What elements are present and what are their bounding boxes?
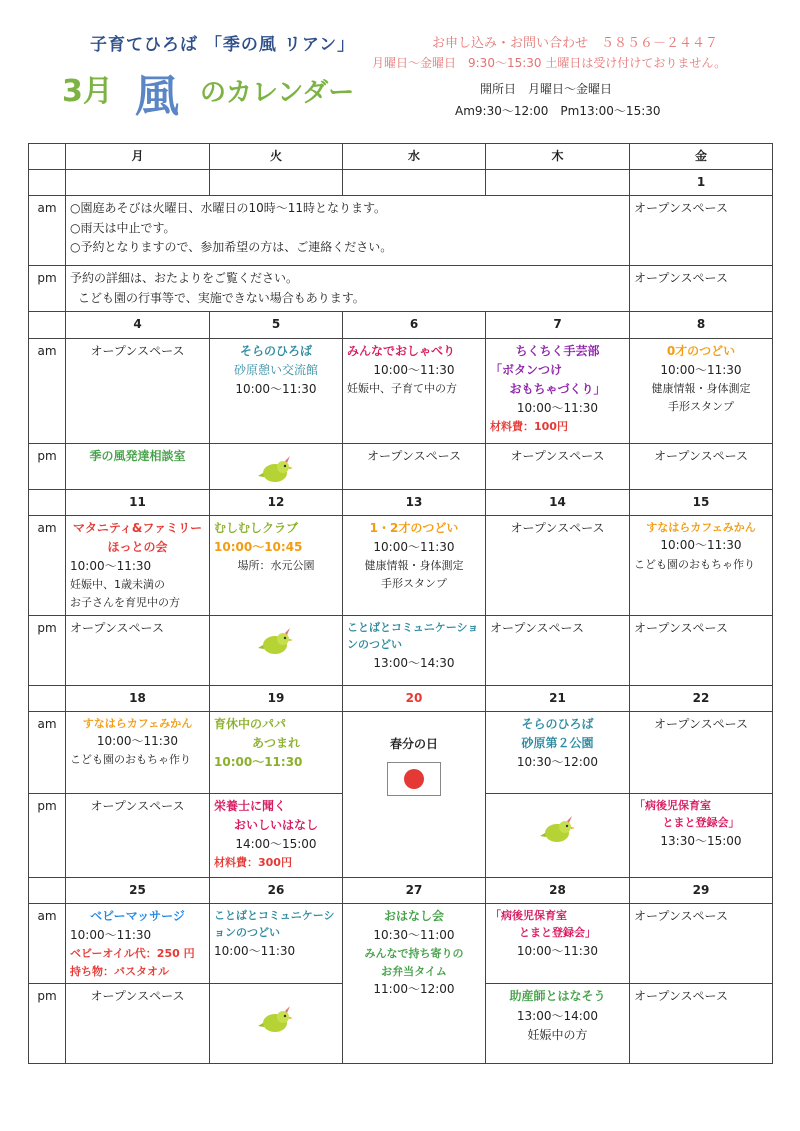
event-cell: オープンスペース: [66, 615, 210, 685]
weekday-header-row: [29, 144, 773, 170]
weekday-wed: 水: [343, 144, 486, 170]
event-cell: 助産師とはなそう 13:00～14:00 妊娠中の方: [486, 984, 630, 1064]
bird-icon: [257, 455, 295, 485]
event-cell: オープンスペース: [486, 443, 630, 489]
open-days: 開所日 月曜日～金曜日: [480, 82, 613, 96]
date-row: 18 19 20 21 22: [29, 685, 773, 711]
am-label: am: [29, 196, 66, 266]
event-cell: みんなでおしゃべり 10:00～11:30 妊娠中、子育て中の方: [343, 338, 486, 443]
event-cell: そらのひろば 砂原第２公園 10:30～12:00: [486, 711, 630, 793]
event-cell: ちくちく手芸部 「ボタンつけ おもちゃづくり」 10:00～11:30 材料費：100円: [486, 338, 630, 443]
holiday-cell: 春分の日: [343, 711, 486, 877]
bird-cell: [210, 443, 343, 489]
kaze-kanji: 風: [135, 71, 179, 122]
event-cell: そらのひろば 砂原憩い交流館 10:00～11:30: [210, 338, 343, 443]
event-cell: ことばとコミュニケーションのつどい 13:00～14:30: [343, 615, 486, 685]
event-cell: 0才のつどい 10:00～11:30 健康情報・身体測定 手形スタンプ: [630, 338, 773, 443]
event-cell: マタニティ&ファミリー ほっとの会 10:00～11:30 妊娠中、1歳未満の お子さんを育児中の方: [66, 515, 210, 615]
holiday-date: 20: [343, 685, 486, 711]
bird-icon: [539, 815, 577, 845]
event-cell: すなはらカフェみかん 10:00～11:30 こども園のおもちゃ作り: [66, 711, 210, 793]
date-cell: 1: [630, 170, 773, 196]
pm-label: pm: [29, 266, 66, 312]
event-cell: 季の風発達相談室: [66, 443, 210, 489]
am-row: am ベビーマッサージ 10:00～11:30 ベビーオイル代：250 円 持ち物：バスタオル ことばとコミュニケーションのつどい 10:00～11:30 おはなし会 10:30～11:00 みんなで持ち寄りの お弁当タイム 11:00～12:00 「病後児保育室 とまと登録会」 10:00～11:30 オープンスペース: [29, 903, 773, 984]
event-cell: オープンスペース: [630, 266, 773, 312]
event-cell: 「病後児保育室 とまと登録会」 13:30～15:00: [630, 793, 773, 877]
event-cell: おはなし会 10:30～11:00 みんなで持ち寄りの お弁当タイム 11:00～12:00: [343, 903, 486, 1064]
date-row: 4 5 6 7 8: [29, 312, 773, 338]
pm-row: pm オープンスペース 助産師とはなそう 13:00～14:00 妊娠中の方 オープンスペース: [29, 984, 773, 1064]
event-cell: オープンスペース: [66, 338, 210, 443]
bird-icon: [257, 627, 295, 657]
event-cell: オープンスペース: [630, 196, 773, 266]
date-row: 25 26 27 28 29: [29, 877, 773, 903]
event-cell: オープンスペース: [630, 615, 773, 685]
pm-row: pm オープンスペース 栄養士に聞く おいしいはなし 14:00～15:00 材料費：300円 「病後児保育室 とまと登録会」 13:30～15:00: [29, 793, 773, 877]
calendar-table: [28, 143, 773, 1064]
event-cell: 栄養士に聞く おいしいはなし 14:00～15:00 材料費：300円: [210, 793, 343, 877]
weekday-thu: 木: [486, 144, 630, 170]
event-cell: オープンスペース: [630, 443, 773, 489]
calendar-title: のカレンダー: [200, 78, 355, 108]
event-cell: オープンスペース: [343, 443, 486, 489]
date-row: [29, 170, 773, 196]
center-name: 子育てひろば 「季の風 リアン」: [90, 35, 356, 55]
event-cell: ベビーマッサージ 10:00～11:30 ベビーオイル代：250 円 持ち物：バスタオル: [66, 903, 210, 984]
bird-cell: [210, 615, 343, 685]
am-row: am オープンスペース そらのひろば 砂原憩い交流館 10:00～11:30 みんなでおしゃべり 10:00～11:30 妊娠中、子育て中の方 ちくちく手芸部 「ボタンつけ おもちゃづくり」 10:00～11:30 材料費：100円 0才のつどい 10:00～11:30 健康情報・身体測定 手形スタンプ: [29, 338, 773, 443]
weekday-mon: 月: [66, 144, 210, 170]
event-cell: すなはらカフェみかん 10:00～11:30 こども園のおもちゃ作り: [630, 515, 773, 615]
date-row: 11 12 13 14 15: [29, 489, 773, 515]
event-cell: ことばとコミュニケーションのつどい 10:00～11:30: [210, 903, 343, 984]
event-cell: オープンスペース: [630, 711, 773, 793]
event-cell: 1・2才のつどい 10:00～11:30 健康情報・身体測定 手形スタンプ: [343, 515, 486, 615]
event-cell: オープンスペース: [486, 515, 630, 615]
am-row: am すなはらカフェみかん 10:00～11:30 こども園のおもちゃ作り 育休中のパパ あつまれ 10:00～11:30 春分の日 そらのひろば 砂原第２公園 10:30～12:00 オープンスペース: [29, 711, 773, 793]
event-cell: 育休中のパパ あつまれ 10:00～11:30: [210, 711, 343, 793]
event-cell: オープンスペース: [66, 793, 210, 877]
am-row: [29, 196, 773, 266]
pm-row: pm オープンスペース ことばとコミュニケーションのつどい 13:00～14:30 オープンスペース オープンスペース: [29, 615, 773, 685]
japan-flag-icon: [387, 762, 441, 796]
pm-row: [29, 266, 773, 312]
bird-icon: [257, 1005, 295, 1035]
pm-row: pm 季の風発達相談室 オープンスペース オープンスペース オープンスペース: [29, 443, 773, 489]
notice-cell: 予約の詳細は、おたよりをご覧ください。 こども園の行事等で、実施できない場合もあります。: [66, 266, 630, 312]
month-label: 3月: [62, 74, 113, 109]
notice-cell: ○園庭あそびは火曜日、水曜日の10時～11時となります。 ○雨天は中止です。 ○予約となりますので、参加希望の方は、ご連絡ください。: [66, 196, 630, 266]
event-cell: オープンスペース: [630, 903, 773, 984]
event-cell: 「病後児保育室 とまと登録会」 10:00～11:30: [486, 903, 630, 984]
event-cell: オープンスペース: [66, 984, 210, 1064]
event-cell: オープンスペース: [630, 984, 773, 1064]
open-times: Am9:30～12:00 Pm13:00～15:30: [455, 104, 661, 118]
am-row: am マタニティ&ファミリー ほっとの会 10:00～11:30 妊娠中、1歳未満の お子さんを育児中の方 むしむしクラブ 10:00～10:45 場所：水元公園 1・2才のつどい 10:00～11:30 健康情報・身体測定 手形スタンプ オープンスペース すなはらカフェみかん 10:00～11:30 こども園のおもちゃ作り: [29, 515, 773, 615]
weekday-tue: 火: [210, 144, 343, 170]
contact-info: お申し込み・お問い合わせ ５８５６－２４４７: [432, 36, 719, 51]
event-cell: むしむしクラブ 10:00～10:45 場所：水元公園: [210, 515, 343, 615]
contact-hours: 月曜日～金曜日 9:30～15:30 土曜日は受け付けておりません。: [372, 56, 727, 70]
bird-cell: [486, 793, 630, 877]
weekday-fri: 金: [630, 144, 773, 170]
bird-cell: [210, 984, 343, 1064]
event-cell: オープンスペース: [486, 615, 630, 685]
